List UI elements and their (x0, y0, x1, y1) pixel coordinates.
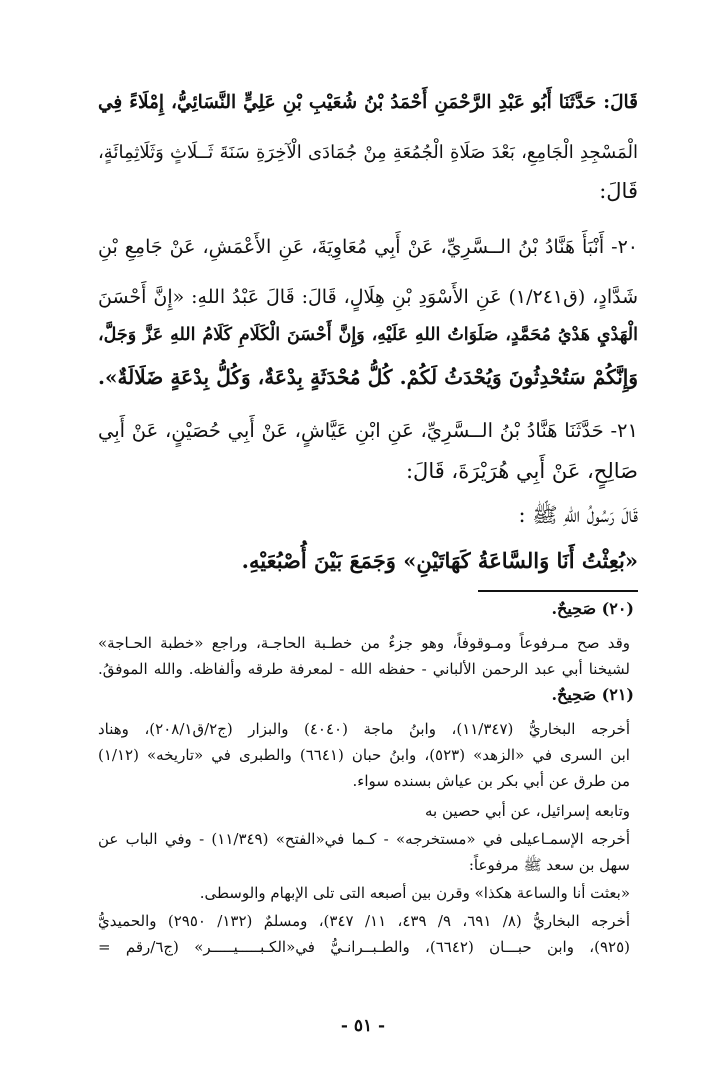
hadith-21-line-3: قَالَ رَسُولُ اللهِ ﷺ : (518, 503, 638, 527)
intro-line-3: قَالَ: (599, 179, 638, 203)
hadith-21-line-1: ٢١- حَدَّثَنَا هَنَّادُ بْنُ الــسَّرِيِّ، عَنِ ابْنِ عَيَّاشٍ، عَنْ أَبِي حُصَيْنٍ، عَنْ أَبِي (98, 419, 638, 442)
footnote-20-line-2: لشيخنا أبي عبد الرحمن الألباني - حفظه الله - لمعرفة طرقه وألفاظه. والله الموفقُ. (98, 660, 630, 678)
hadith-20-line-1: ٢٠- أَنْبَأَ هَنَّادُ بْنُ الــسَّرِيِّ، عَنْ أَبِي مُعَاوِيَةَ، عَنِ الأَعْمَشِ، عَنْ جَامِعِ بْنِ (98, 236, 638, 258)
footnote-21-line-1: أخرجه البخاريُّ (١١/٣٤٧)، وابنُ ماجة (٤٠٤٠) والبزار (ج٢/ق٢٠٨/١)، وهناد (98, 720, 630, 738)
footnote-21-heading: (٢١) صَحِيحٌ. (551, 685, 634, 704)
intro-line-1: قَالَ: حَدَّثَنَا أَبُو عَبْدِ الرَّحْمَنِ أَحْمَدُ بْنُ شُعَيْبِ بْنِ عَلِيٍّ النَّسَائِيُّ، إِمْلَاءً فِي (98, 92, 638, 113)
footnote-21-line-3: من طرق عن أبي بكر بن عياش بسنده سواء. (352, 772, 630, 790)
intro-line-2: الْمَسْجِدِ الْجَامِعِ، بَعْدَ صَلَاةِ الْجُمُعَةِ مِنْ جُمَادَى الْآخِرَةِ سَنَةَ ثَــلَاثٍ وَثَلَاثِمِائَةٍ، (98, 142, 638, 163)
hadith-21-line-4: «بُعِثْتُ أَنَا وَالسَّاعَةُ كَهَاتَيْنِ» وَجَمَعَ بَيْنَ أُصْبُعَيْهِ. (241, 548, 638, 573)
page-number: - ٥١ - (340, 1016, 386, 1036)
footnote-21-line-4: وتابعه إسرائيل، عن أبي حصين به (424, 802, 630, 820)
hadith-21-line-2: صَالِحٍ، عَنْ أَبِي هُرَيْرَةَ، قَالَ: (405, 459, 638, 483)
footnote-21-line-8: أخرجه البخاريُّ (٨/ ٦٩١، ٩/ ٤٣٩، ١١/ ٣٤٧)، ومسلمٌ (١٣٢/ ٢٩٥٠) والحميديُّ (98, 912, 631, 930)
footnote-21-line-7: «بعثت أنا والساعة هكذا» وقرن بين أصبعه التى تلى الإبهام والوسطى. (199, 884, 630, 902)
footnote-21-line-2: ابن السرى في «الزهد» (٥٢٣)، وابنُ حبان (٦٦٤١) والطبرى في «تاريخه» (١/١٢) (98, 746, 630, 764)
footnote-21-line-6: سهل بن سعد ﷺ مرفوعاً: (468, 856, 630, 874)
footnote-21-line-9: (٩٢٥)، وابن حبـــان (٦٦٤٢)، والطـبــرانـيُّ في«الكـبـــــيـــــر» (ج٦/رقم = (98, 938, 630, 956)
footnote-separator (478, 590, 638, 592)
footnote-20-line-1: وقد صح مـرفوعاً ومـوقوفاً، وهو جزءٌ من خطـبة الحاجـة، وراجع «خطبة الحـاجة» (98, 634, 630, 652)
hadith-20-line-3: الْهَدْيِ هَدْيُ مُحَمَّدٍ، صَلَوَاتُ اللهِ عَلَيْهِ، وَإِنَّ أَحْسَنَ الْكَلَامِ كَلَامُ اللهِ عَزَّ وَجَلَّ، (98, 325, 638, 345)
hadith-20-line-2: شَدَّادٍ، (ق١/٢٤١) عَنِ الأَسْوَدِ بْنِ هِلَالٍ، قَالَ: قَالَ عَبْدُ اللهِ: «إِنَّ أَحْسَنَ (98, 286, 638, 308)
hadith-20-line-4: وَإِنَّكُمْ سَتُحْدِثُونَ وَيُحْدَثُ لَكُمْ. كُلُّ مُحْدَثَةٍ بِدْعَةٌ، وَكُلُّ بِدْعَةٍ ضَلَالَةٌ». (98, 365, 638, 389)
footnote-21-line-5: أخرجه الإسمـاعيلى في «مستخرجه» - كـما في«الفتح» (١١/٣٤٩) - وفي الباب عن (98, 830, 630, 848)
footnote-20-heading: (٢٠) صَحِيحٌ. (551, 599, 634, 618)
